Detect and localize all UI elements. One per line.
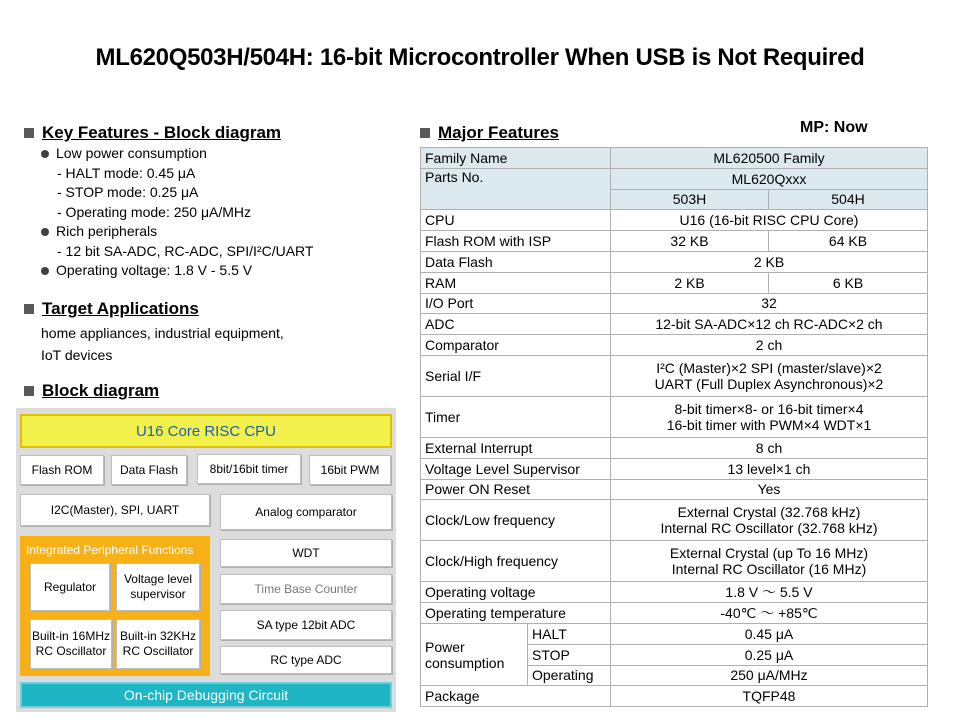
regulator-block: Regulator [30,563,110,611]
major-features-heading: Major Features [420,123,559,143]
bullet-icon [41,150,49,158]
flash-rom-block: Flash ROM [20,455,104,485]
square-bullet-icon [420,128,430,138]
list-item: Low power consumption [41,144,313,164]
osc-16mhz-block: Built-in 16MHz RC Oscillator [30,619,112,669]
block-diagram-heading: Block diagram [24,381,159,401]
table-row: STOP 0.25 μA [421,644,928,665]
table-row: Voltage Level Supervisor 13 level×1 ch [421,458,928,479]
bullet-icon [41,267,49,275]
major-features-table [420,147,928,707]
sub-item: - Operating mode: 250 μA/MHz [57,203,252,220]
table-row: Serial I/F I²C (Master)×2 SPI (master/slave)×2 UART (Full Duplex Asynchronous)×2 [421,355,928,396]
cpu-block: U16 Core RISC CPU [20,414,392,448]
square-bullet-icon [24,304,34,314]
target-apps-heading: Target Applications [24,299,199,319]
ipf-label: Integrated Peripheral Functions [26,543,194,557]
table-row: Power consumption HALT 0.45 μA [421,623,928,644]
mp-status: MP: Now [800,119,868,136]
pwm-block: 16bit PWM [309,455,391,485]
table-row: Operating voltage 1.8 V ～ 5.5 V [421,582,928,603]
key-features-list [41,144,313,281]
wdt-block: WDT [220,539,392,567]
sub-item: - HALT mode: 0.45 μA [57,164,196,181]
timer-block: 8bit/16bit timer [197,454,301,484]
table-row: Data Flash 2 KB [421,251,928,272]
key-features-heading: Key Features - Block diagram [24,123,281,143]
table-row: ADC 12-bit SA-ADC×12 ch RC-ADC×2 ch [421,314,928,335]
time-base-counter-block: Time Base Counter [220,574,392,604]
square-bullet-icon [24,128,34,138]
table-row: Flash ROM with ISP 32 KB 64 KB [421,231,928,252]
table-row: Timer 8-bit timer×8- or 16-bit timer×4 16-bit timer with PWM×4 WDT×1 [421,396,928,437]
comparator-block: Analog comparator [220,494,392,530]
sub-item: - STOP mode: 0.25 μA [57,184,199,200]
table-row: Power ON Reset Yes [421,479,928,500]
debug-block: On-chip Debugging Circuit [20,682,392,708]
data-flash-block: Data Flash [111,455,187,485]
table-row: CPU U16 (16-bit RISC CPU Core) [421,210,928,231]
table-row: 503H 504H [421,189,928,210]
square-bullet-icon [24,386,34,396]
table-row: External Interrupt 8 ch [421,437,928,458]
table-row: Comparator 2 ch [421,335,928,356]
target-apps-text: home appliances, industrial equipment, IoT devices [41,325,284,363]
sa-adc-block: SA type 12bit ADC [220,610,392,640]
voltage-supervisor-block: Voltage level supervisor [116,563,200,611]
table-row: RAM 2 KB 6 KB [421,272,928,293]
table-row: I/O Port 32 [421,293,928,314]
table-row: Parts No. ML620Qxxx [421,168,928,189]
table-row: Operating 250 μA/MHz [421,665,928,686]
table-row: Operating temperature -40℃ ～ +85℃ [421,603,928,624]
list-item: Operating voltage: 1.8 V - 5.5 V [41,261,313,281]
rc-adc-block: RC type ADC [220,646,392,674]
table-row: Family Name ML620500 Family [421,148,928,169]
block-diagram [16,408,396,712]
bullet-icon [41,228,49,236]
table-row: Clock/High frequency External Crystal (up To 16 MHz) Internal RC Oscillator (16 MHz) [421,541,928,582]
table-row: Package TQFP48 [421,686,928,707]
sub-item: - 12 bit SA-ADC, RC-ADC, SPI/I²C/UART [57,242,314,259]
table-row: Clock/Low frequency External Crystal (32.768 kHz) Internal RC Oscillator (32.768 kHz) [421,500,928,541]
page-title: ML620Q503H/504H: 16-bit Microcontroller When USB is Not Required [95,44,865,71]
list-item: Rich peripherals [41,222,313,242]
serial-block: I2C(Master), SPI, UART [20,494,210,526]
osc-32khz-block: Built-in 32KHz RC Oscillator [116,619,200,669]
